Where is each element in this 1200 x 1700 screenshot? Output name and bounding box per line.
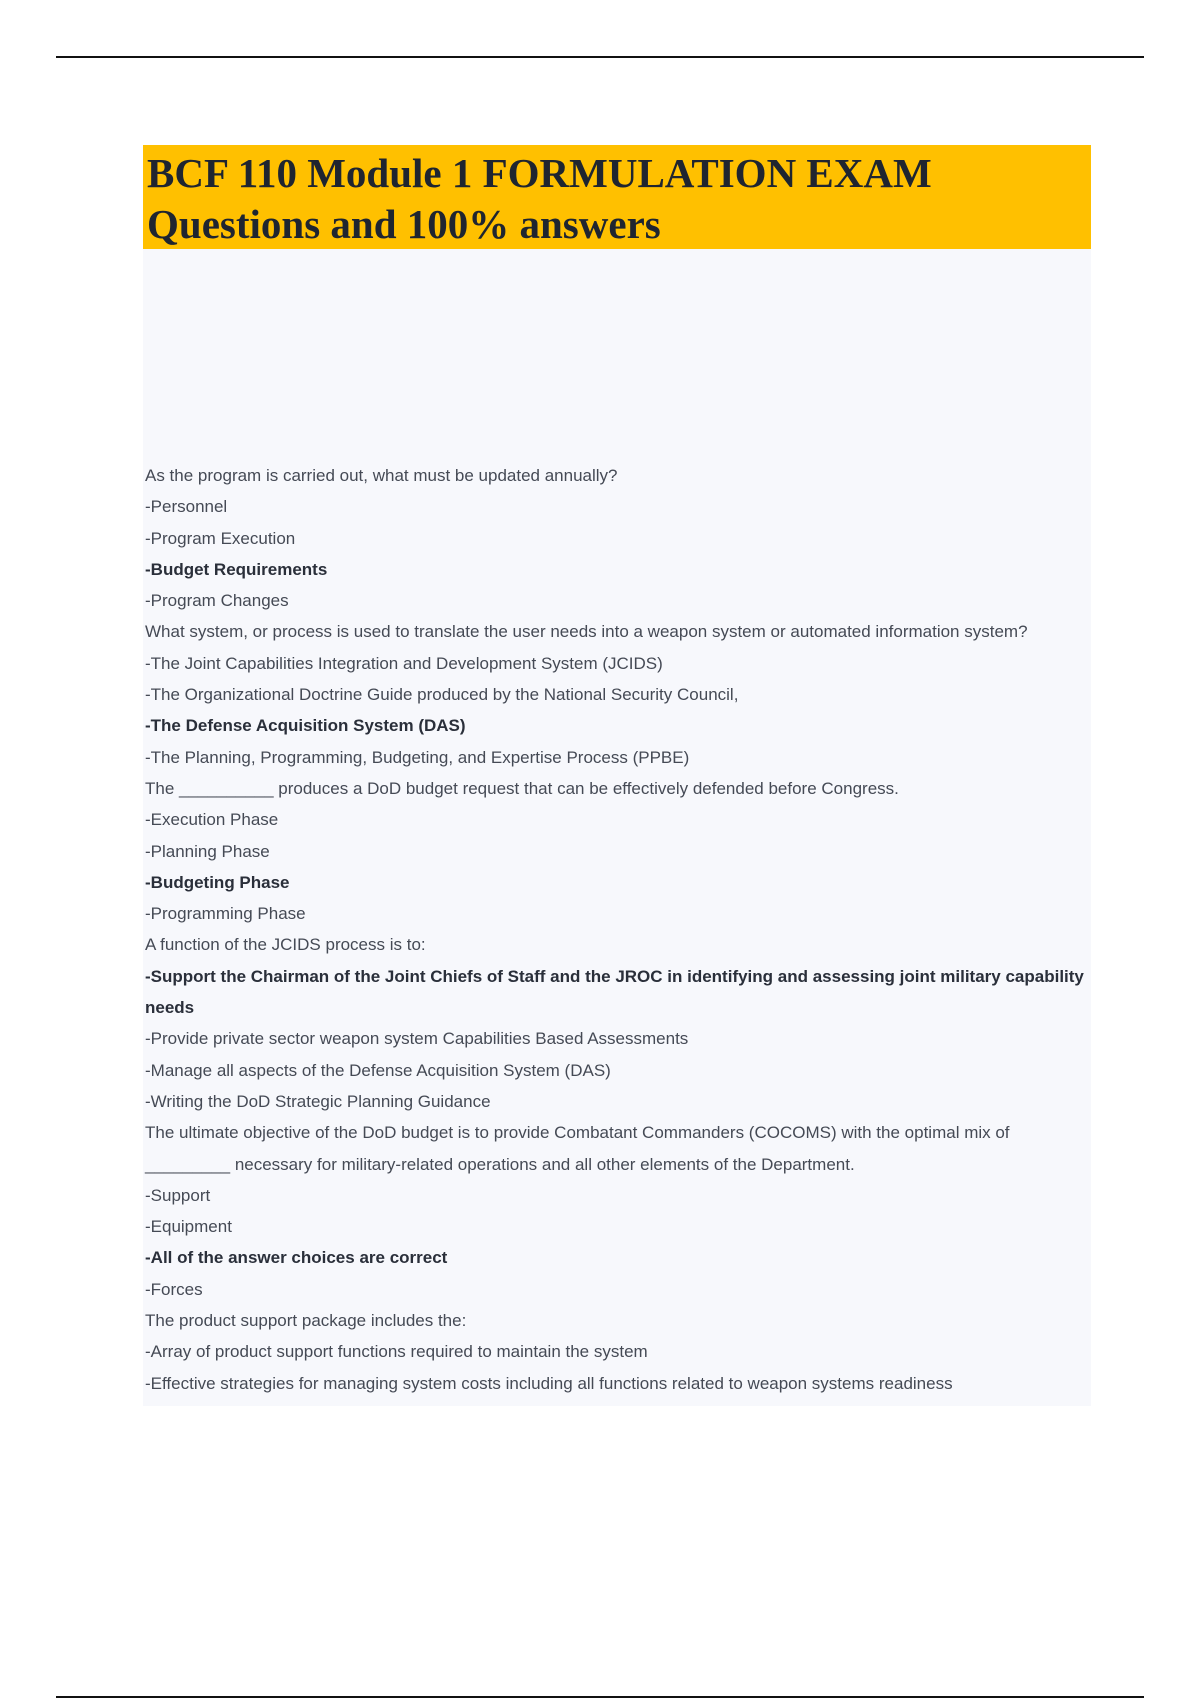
question-text: A function of the JCIDS process is to: xyxy=(145,935,426,955)
bottom-rule xyxy=(56,1696,1144,1698)
answer-option: -Writing the DoD Strategic Planning Guidance xyxy=(145,1091,491,1111)
answer-option: -Effective strategies for managing system costs including all functions related to weapon systems readiness xyxy=(145,1373,953,1393)
answer-option: -Program Changes xyxy=(145,591,289,611)
answer-option: -Execution Phase xyxy=(145,810,279,830)
correct-answer: -All of the answer choices are correct xyxy=(145,1248,448,1268)
answer-option: -Support xyxy=(145,1185,211,1205)
title-banner xyxy=(143,145,1091,249)
top-rule xyxy=(56,56,1144,58)
document-title xyxy=(147,148,1087,250)
correct-answer: -Budgeting Phase xyxy=(145,872,290,892)
question-text: The product support package includes the: xyxy=(145,1311,467,1331)
answer-option: -Provide private sector weapon system Capabilities Based Assessments xyxy=(145,1029,689,1049)
answer-option: -Programming Phase xyxy=(145,904,306,924)
answer-option: -Manage all aspects of the Defense Acquisition System (DAS) xyxy=(145,1060,611,1080)
answer-option: -The Planning, Programming, Budgeting, and Expertise Process (PPBE) xyxy=(145,747,690,767)
answer-option: -Planning Phase xyxy=(145,841,270,861)
answer-option: -Personnel xyxy=(145,497,228,517)
answer-option: -Equipment xyxy=(145,1217,232,1237)
question-text: The __________ produces a DoD budget request that can be effectively defended before Congress. xyxy=(145,778,899,798)
title-line-2: Questions and 100% answers xyxy=(147,201,661,247)
correct-answer: -Support the Chairman of the Joint Chiefs of Staff and the JROC in identifying and assessing joint military capability needs xyxy=(145,966,1084,1018)
answer-option: -Program Execution xyxy=(145,528,296,548)
title-line-1: BCF 110 Module 1 FORMULATION EXAM xyxy=(147,150,932,196)
correct-answer: -The Defense Acquisition System (DAS) xyxy=(145,716,466,736)
question-text: As the program is carried out, what must be updated annually? xyxy=(145,466,618,485)
question-answer-list xyxy=(145,460,1089,1399)
question-text: The ultimate objective of the DoD budget is to provide Combatant Commanders (COCOMS) with the optimal mix of _________ necessary for military-related operations and all other elements of the Department. xyxy=(145,1123,1010,1174)
correct-answer: -Budget Requirements xyxy=(145,559,328,579)
answer-option: -Forces xyxy=(145,1279,203,1299)
question-text: What system, or process is used to translate the user needs into a weapon system or automated information system? xyxy=(145,622,1028,642)
answer-option: -The Organizational Doctrine Guide produced by the National Security Council, xyxy=(145,685,739,705)
answer-option: -Array of product support functions required to maintain the system xyxy=(145,1342,648,1362)
answer-option: -The Joint Capabilities Integration and Development System (JCIDS) xyxy=(145,653,663,673)
